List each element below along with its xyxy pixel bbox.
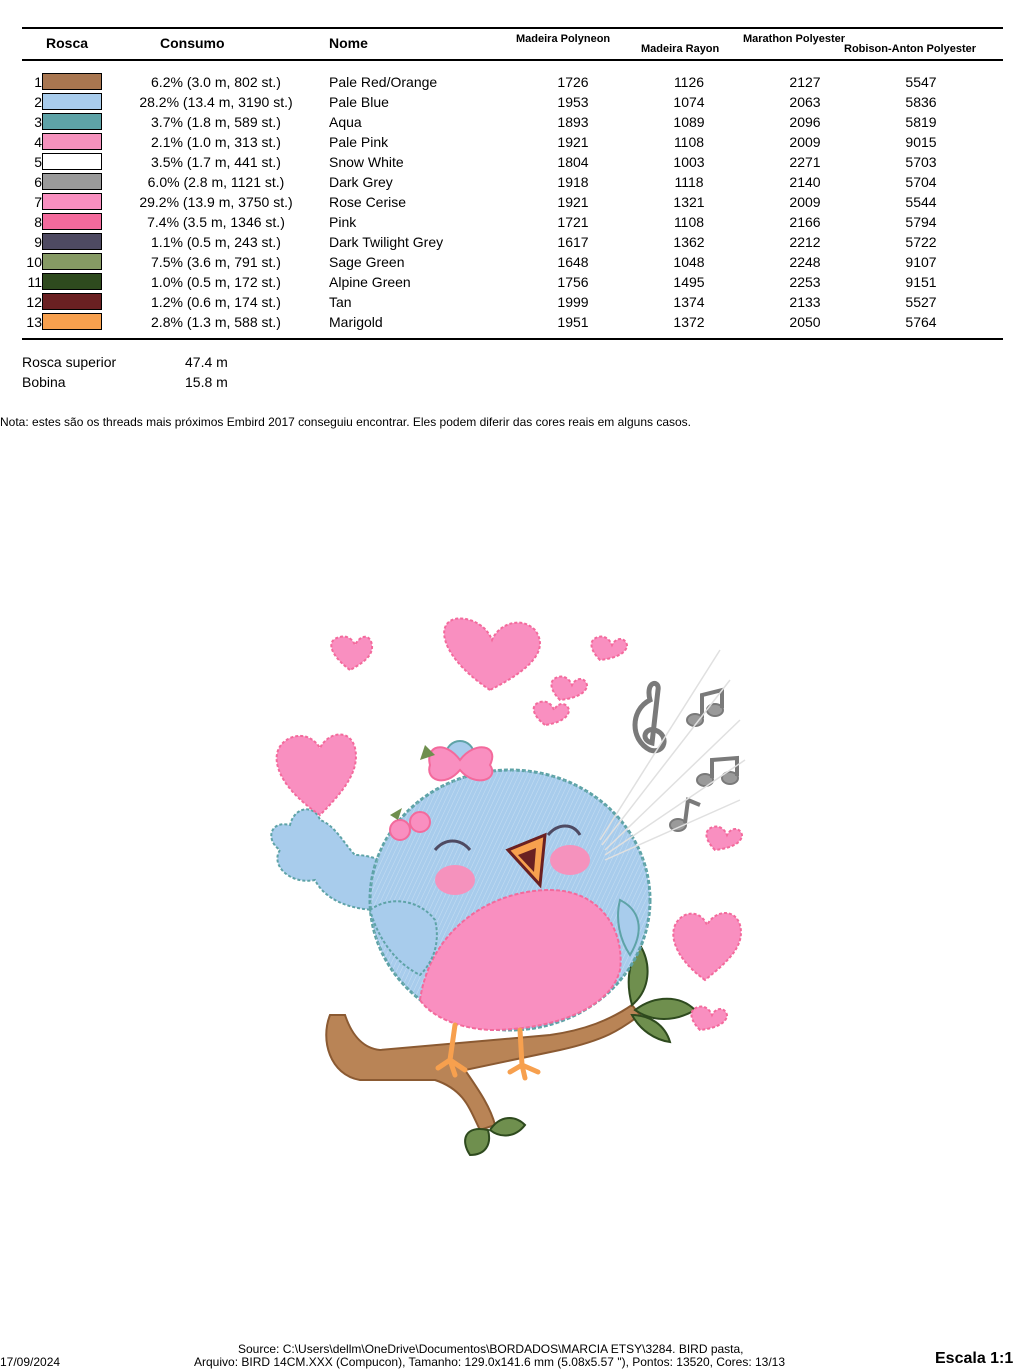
row-nome: Aqua bbox=[329, 114, 362, 130]
row-madeira-rayon: 1108 bbox=[673, 134, 705, 150]
row-madeira-rayon: 1118 bbox=[674, 174, 704, 190]
row-nome: Pale Blue bbox=[329, 94, 389, 110]
row-marathon-polyester: 2271 bbox=[789, 154, 821, 170]
header-robison-anton: Robison-Anton Polyester bbox=[844, 43, 977, 55]
head-flower bbox=[420, 741, 492, 780]
table-row bbox=[0, 112, 1024, 132]
thread-note: Nota: estes são os threads mais próximos Embird 2017 conseguiu encontrar. Eles podem diferir das cores reais em alguns casos. bbox=[0, 415, 692, 429]
bobina-value: 15.8 m bbox=[185, 374, 228, 390]
row-madeira-polyneon: 1617 bbox=[557, 234, 589, 250]
header-rosca: Rosca bbox=[46, 35, 89, 51]
table-top-rule bbox=[22, 27, 1003, 29]
row-marathon-polyester: 2166 bbox=[789, 214, 821, 230]
table-row bbox=[0, 92, 1024, 112]
row-robison-anton: 9151 bbox=[905, 274, 937, 290]
row-consumo: 6.2% (3.0 m, 802 st.) bbox=[151, 74, 281, 90]
row-madeira-rayon: 1495 bbox=[673, 274, 705, 290]
row-robison-anton: 5704 bbox=[905, 174, 937, 190]
color-swatch bbox=[42, 133, 102, 150]
row-madeira-polyneon: 1921 bbox=[557, 194, 589, 210]
row-marathon-polyester: 2248 bbox=[789, 254, 821, 270]
row-nome: Tan bbox=[329, 294, 352, 310]
row-number: 3 bbox=[34, 114, 42, 130]
music-notes bbox=[635, 683, 738, 831]
row-madeira-rayon: 1321 bbox=[673, 194, 705, 210]
header-madeira-polyneon: Madeira Polyneon bbox=[516, 33, 611, 45]
rosca-superior-value: 47.4 m bbox=[185, 354, 228, 370]
table-header-rule bbox=[22, 59, 1003, 61]
row-madeira-polyneon: 1804 bbox=[557, 154, 589, 170]
table-row bbox=[0, 292, 1024, 312]
row-robison-anton: 5819 bbox=[905, 114, 937, 130]
color-swatch bbox=[42, 233, 102, 250]
header-marathon-polyester: Marathon Polyester bbox=[743, 33, 846, 45]
row-nome: Marigold bbox=[329, 314, 383, 330]
row-nome: Pale Red/Orange bbox=[329, 74, 438, 90]
color-swatch bbox=[42, 253, 102, 270]
row-robison-anton: 5547 bbox=[905, 74, 937, 90]
table-row bbox=[0, 152, 1024, 172]
color-swatch bbox=[42, 153, 102, 170]
row-number: 5 bbox=[34, 154, 42, 170]
row-marathon-polyester: 2096 bbox=[789, 114, 821, 130]
row-robison-anton: 5527 bbox=[905, 294, 937, 310]
row-madeira-polyneon: 1999 bbox=[557, 294, 589, 310]
table-row bbox=[0, 132, 1024, 152]
row-madeira-polyneon: 1648 bbox=[557, 254, 589, 270]
row-marathon-polyester: 2127 bbox=[789, 74, 821, 90]
row-nome: Dark Grey bbox=[329, 174, 393, 190]
color-swatch bbox=[42, 293, 102, 310]
row-nome: Alpine Green bbox=[329, 274, 411, 290]
bobina-label: Bobina bbox=[22, 374, 66, 390]
row-nome: Dark Twilight Grey bbox=[329, 234, 444, 250]
header-nome: Nome bbox=[329, 35, 368, 51]
footer-scale: Escala 1:1 bbox=[935, 1350, 1014, 1367]
row-madeira-rayon: 1126 bbox=[673, 74, 705, 90]
header-madeira-rayon: Madeira Rayon bbox=[641, 43, 720, 55]
row-madeira-rayon: 1048 bbox=[673, 254, 705, 270]
table-bottom-rule bbox=[22, 338, 1003, 340]
row-robison-anton: 9107 bbox=[905, 254, 937, 270]
row-nome: Rose Cerise bbox=[329, 194, 407, 210]
color-swatch bbox=[42, 113, 102, 130]
header-consumo: Consumo bbox=[160, 35, 225, 51]
row-marathon-polyester: 2133 bbox=[789, 294, 821, 310]
row-nome: Pink bbox=[329, 214, 357, 230]
row-number: 1 bbox=[34, 74, 42, 90]
row-madeira-polyneon: 1951 bbox=[557, 314, 589, 330]
color-swatch bbox=[42, 313, 102, 330]
row-robison-anton: 5764 bbox=[905, 314, 937, 330]
row-madeira-rayon: 1374 bbox=[673, 294, 705, 310]
embroidery-preview bbox=[260, 610, 760, 1170]
color-swatch bbox=[42, 213, 102, 230]
row-madeira-polyneon: 1953 bbox=[557, 94, 589, 110]
row-number: 8 bbox=[34, 214, 42, 230]
row-madeira-polyneon: 1918 bbox=[557, 174, 589, 190]
row-robison-anton: 5722 bbox=[905, 234, 937, 250]
row-consumo: 7.4% (3.5 m, 1346 st.) bbox=[147, 214, 285, 230]
row-consumo: 1.0% (0.5 m, 172 st.) bbox=[151, 274, 281, 290]
color-swatch bbox=[42, 273, 102, 290]
row-robison-anton: 5544 bbox=[905, 194, 937, 210]
row-madeira-rayon: 1108 bbox=[673, 214, 705, 230]
row-robison-anton: 5836 bbox=[905, 94, 937, 110]
row-number: 12 bbox=[26, 294, 42, 310]
row-number: 2 bbox=[34, 94, 42, 110]
row-madeira-polyneon: 1721 bbox=[557, 214, 589, 230]
row-number: 4 bbox=[34, 134, 42, 150]
row-marathon-polyester: 2063 bbox=[789, 94, 821, 110]
row-madeira-polyneon: 1921 bbox=[557, 134, 589, 150]
row-consumo: 28.2% (13.4 m, 3190 st.) bbox=[139, 94, 293, 110]
row-number: 13 bbox=[26, 314, 42, 330]
row-consumo: 29.2% (13.9 m, 3750 st.) bbox=[139, 194, 293, 210]
row-marathon-polyester: 2140 bbox=[789, 174, 821, 190]
table-row bbox=[0, 272, 1024, 292]
row-consumo: 3.7% (1.8 m, 589 st.) bbox=[151, 114, 281, 130]
row-marathon-polyester: 2253 bbox=[789, 274, 821, 290]
table-row bbox=[0, 252, 1024, 272]
row-marathon-polyester: 2050 bbox=[789, 314, 821, 330]
row-robison-anton: 9015 bbox=[905, 134, 937, 150]
table-row bbox=[0, 232, 1024, 252]
row-number: 7 bbox=[34, 194, 42, 210]
table-row bbox=[0, 212, 1024, 232]
row-marathon-polyester: 2009 bbox=[789, 194, 821, 210]
footer-date: 17/09/2024 bbox=[0, 1355, 61, 1369]
row-nome: Snow White bbox=[329, 154, 404, 170]
row-nome: Pale Pink bbox=[329, 134, 389, 150]
table-row bbox=[0, 192, 1024, 212]
row-madeira-polyneon: 1726 bbox=[557, 74, 589, 90]
row-nome: Sage Green bbox=[329, 254, 405, 270]
row-madeira-rayon: 1372 bbox=[673, 314, 705, 330]
row-madeira-rayon: 1003 bbox=[673, 154, 705, 170]
footer-source: Source: C:\Users\dellm\OneDrive\Documentos\BORDADOS\MARCIA ETSY\3284. BIRD pasta, bbox=[238, 1342, 744, 1356]
row-marathon-polyester: 2212 bbox=[789, 234, 821, 250]
row-marathon-polyester: 2009 bbox=[789, 134, 821, 150]
row-madeira-polyneon: 1756 bbox=[557, 274, 589, 290]
row-consumo: 3.5% (1.7 m, 441 st.) bbox=[151, 154, 281, 170]
row-madeira-polyneon: 1893 bbox=[557, 114, 589, 130]
row-madeira-rayon: 1089 bbox=[673, 114, 705, 130]
row-madeira-rayon: 1074 bbox=[673, 94, 705, 110]
row-consumo: 1.2% (0.6 m, 174 st.) bbox=[151, 294, 281, 310]
row-number: 6 bbox=[34, 174, 42, 190]
table-row bbox=[0, 312, 1024, 332]
row-consumo: 2.8% (1.3 m, 588 st.) bbox=[151, 314, 281, 330]
bird-body bbox=[370, 770, 650, 1030]
row-number: 10 bbox=[26, 254, 42, 270]
row-consumo: 6.0% (2.8 m, 1121 st.) bbox=[147, 174, 285, 190]
row-number: 9 bbox=[34, 234, 42, 250]
footer-arquivo: Arquivo: BIRD 14CM.XXX (Compucon), Tamanho: 129.0x141.6 mm (5.08x5.57 "), Pontos: 13520, Cores: 13/13 bbox=[194, 1355, 786, 1369]
color-swatch bbox=[42, 93, 102, 110]
table-row bbox=[0, 172, 1024, 192]
table-row bbox=[0, 72, 1024, 92]
color-swatch bbox=[42, 193, 102, 210]
row-madeira-rayon: 1362 bbox=[673, 234, 705, 250]
rosca-superior-label: Rosca superior bbox=[22, 354, 117, 370]
color-swatch bbox=[42, 73, 102, 90]
row-consumo: 2.1% (1.0 m, 313 st.) bbox=[151, 134, 281, 150]
row-robison-anton: 5703 bbox=[905, 154, 937, 170]
row-number: 11 bbox=[27, 274, 42, 290]
row-consumo: 7.5% (3.6 m, 791 st.) bbox=[151, 254, 281, 270]
color-swatch bbox=[42, 173, 102, 190]
row-robison-anton: 5794 bbox=[905, 214, 937, 230]
row-consumo: 1.1% (0.5 m, 243 st.) bbox=[151, 234, 281, 250]
